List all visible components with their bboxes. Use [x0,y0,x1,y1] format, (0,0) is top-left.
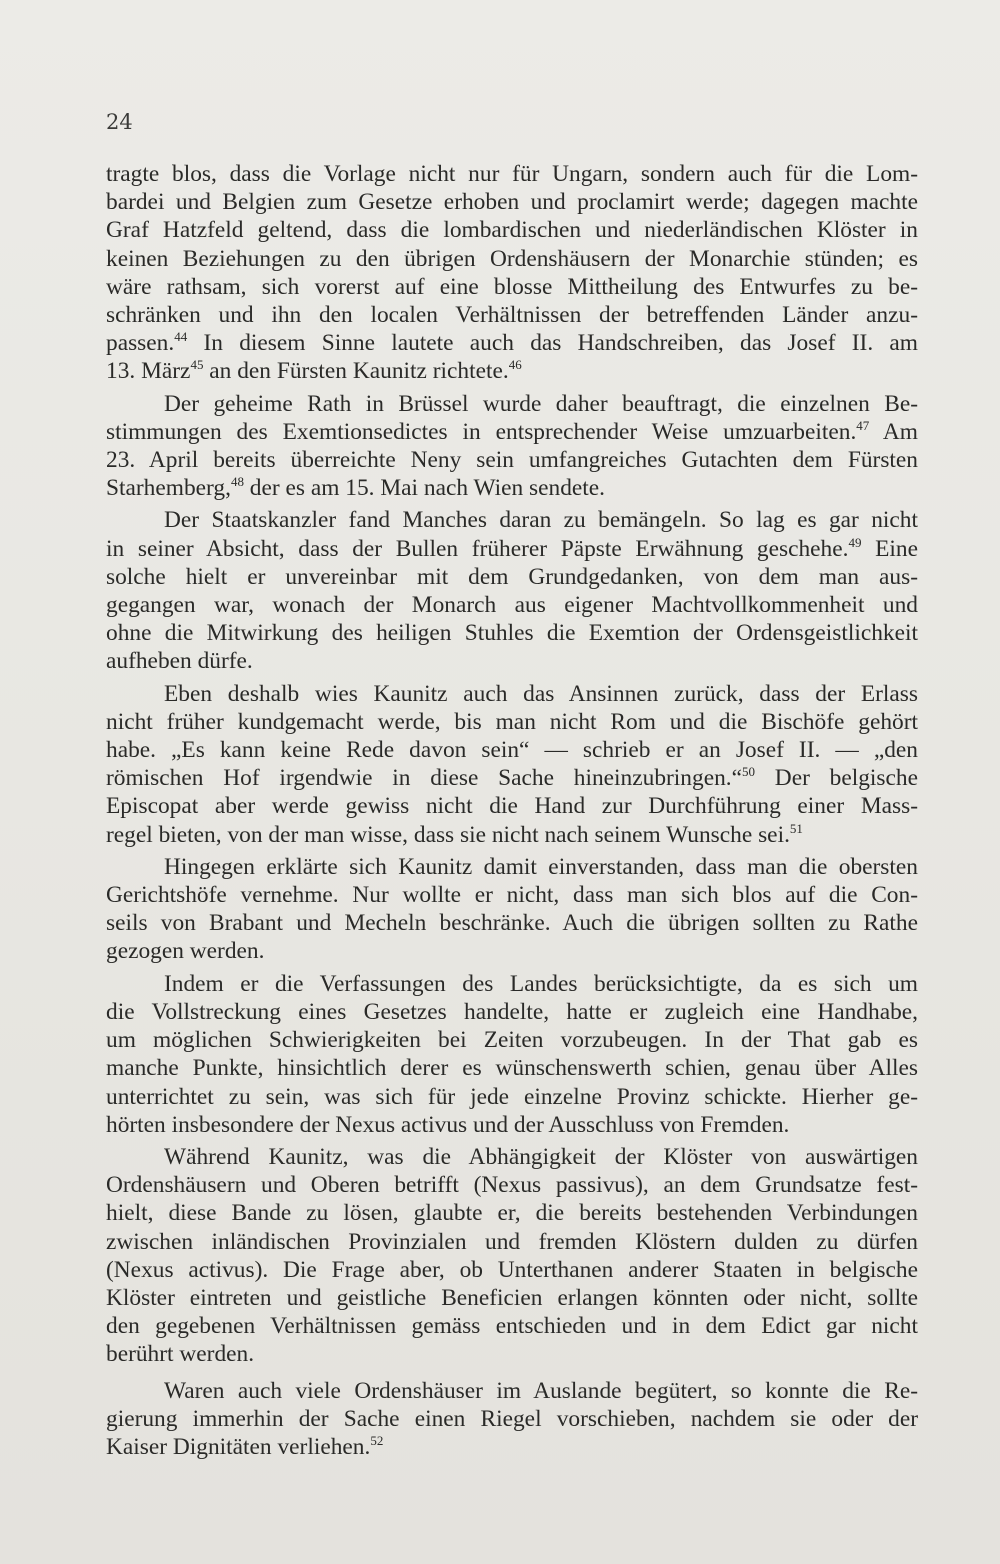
line-text: Hingegen erklärte sich Kaunitz damit einverstanden, dass man die obersten [164,853,918,880]
line-text: um möglichen Schwierigkeiten bei Zeiten vorzubeugen. In der That gab es [106,1027,918,1054]
line-text: bardei und Belgien zum Gesetze erhoben und proclamirt werde; dagegen machte [106,189,918,216]
line-text: gezogen werden. [106,938,265,965]
text-line [106,563,918,591]
text-line [106,1433,918,1461]
line-text: hielt, diese Bande zu lösen, glaubte er, die bereits bestehenden Verbindungen [106,1200,918,1227]
line-text: manche Punkte, hinsichtlich derer es wünschenswerth schien, genau über Alles [106,1055,918,1082]
paragraph [106,970,918,1139]
paragraph [106,390,918,503]
text-line [106,1284,918,1312]
text-line [106,1312,918,1340]
line-text: Klöster eintreten und geistliche Beneficien erlangen könnten oder nicht, sollte [106,1284,918,1311]
paragraph [106,506,918,675]
line-text: (Nexus activus). Die Frage aber, ob Unterthanen anderer Staaten in belgische [106,1256,918,1283]
line-text: gierung immerhin der Sache einen Riegel vorschieben, nachdem sie oder der [106,1405,918,1432]
line-text: Kaiser Dignitäten verliehen. [106,1433,371,1460]
text-line [106,1026,918,1054]
text-line [106,357,918,385]
text-line [106,792,918,820]
line-text: schränken und ihn den localen Verhältnissen der betreffenden Länder anzu- [106,302,918,329]
text-line [106,821,918,849]
line-text: 23. April bereits überreichte Neny sein umfangreiches Gutachten dem Fürsten [106,447,918,474]
line-text: ohne die Mitwirkung des heiligen Stuhles die Exemtion der Ordensgeistlichkeit [106,620,918,647]
line-text: Der geheime Rath in Brüssel wurde daher beauftragt, die einzelnen Be- [164,390,918,417]
paragraph [106,1143,918,1369]
line-text: wäre rathsam, sich vorerst auf eine blosse Mittheilung des Entwurfes zu be- [106,273,918,300]
text-line [106,273,918,301]
body-text [106,160,918,1461]
line-text: den gegebenen Verhältnissen gemäss entschieden und in dem Edict gar nicht [106,1313,918,1340]
text-line [106,1340,918,1368]
paragraph [106,1377,918,1462]
footnote-marker: 52 [370,1432,384,1448]
paragraph [106,160,918,386]
line-text: hörten insbesondere der Nexus activus und der Ausschluss von Fremden. [106,1111,790,1138]
text-line [106,998,918,1026]
text-line [106,1377,918,1405]
text-line [106,1228,918,1256]
text-line [106,970,918,998]
text-line [106,446,918,474]
line-text: solche hielt er unvereinbar mit dem Grundgedanken, von dem man aus- [106,563,918,590]
line-text: römischen Hof irgendwie in diese Sache hineinzubringen.“ [106,765,743,792]
line-text: Gerichtshöfe vernehme. Nur wollte er nicht, dass man sich blos auf die Con- [106,882,918,909]
line-text: Ordenshäusern und Oberen betrifft (Nexus passivus), an dem Grundsatze fest- [106,1172,918,1199]
footnote-marker: 47 [856,417,870,433]
text-line [106,245,918,273]
line-text: passen. [106,330,175,357]
text-line [106,160,918,188]
line-text: in seiner Absicht, dass der Bullen früherer Päpste Erwähnung geschehe. [106,535,849,562]
text-line [106,390,918,418]
line-text: aufheben dürfe. [106,648,253,675]
text-line [106,619,918,647]
paragraph [106,680,918,849]
line-text: berührt werden. [106,1341,255,1368]
text-line [106,188,918,216]
text-line [106,708,918,736]
page-number: 24 [106,110,133,134]
text-line [106,301,918,329]
line-text: Graf Hatzfeld geltend, dass die lombardischen und niederländischen Klöster in [106,217,918,244]
footnote-marker: 45 [190,357,204,373]
line-text: Starhemberg, [106,475,231,502]
text-line [106,1199,918,1227]
text-line [106,535,918,563]
line-text: zwischen inländischen Provinzialen und fremden Klöstern dulden zu dürfen [106,1228,918,1255]
line-text: nicht früher kundgemacht werde, bis man nicht Rom und die Bischöfe gehört [106,708,918,735]
text-line [106,1256,918,1284]
text-line [106,216,918,244]
text-line [106,853,918,881]
text-line [106,1143,918,1171]
line-text-continued: Am [869,418,918,445]
line-text-continued: der es am 15. Mai nach Wien sendete. [243,475,605,502]
line-text: seils von Brabant und Mecheln beschränke. Auch die übrigen sollten zu Rathe [106,910,918,937]
line-text-continued: In diesem Sinne lautete auch das Handschreiben, das Josef II. am [187,330,918,357]
text-line [106,1405,918,1433]
line-text: habe. „Es kann keine Rede davon sein“ — schrieb er an Josef II. — „den [106,737,918,764]
paragraph [106,853,918,966]
text-line [106,506,918,534]
footnote-marker: 44 [174,329,188,345]
line-text: Während Kaunitz, was die Abhängigkeit der Klöster von auswärtigen [164,1143,918,1170]
text-line [106,937,918,965]
line-text: die Vollstreckung eines Gesetzes handelte, hatte er zugleich eine Handhabe, [106,998,918,1025]
line-text-continued: an den Fürsten Kaunitz richtete. [203,358,509,385]
line-text: 13. März [106,358,191,385]
line-text: Indem er die Verfassungen des Landes berücksichtigte, da es sich um [164,970,918,997]
text-line [106,764,918,792]
footnote-marker: 48 [230,474,244,490]
line-text: Der Staatskanzler fand Manches daran zu bemängeln. So lag es gar nicht [164,507,918,534]
text-line [106,881,918,909]
text-line [106,418,918,446]
line-text: Episcopat aber werde gewiss nicht die Hand zur Durchführung einer Mass- [106,793,918,820]
text-line [106,680,918,708]
text-line [106,736,918,764]
line-text: tragte blos, dass die Vorlage nicht nur für Ungarn, sondern auch für die Lom- [106,161,918,187]
text-line [106,1111,918,1139]
line-text-continued: Eine [861,535,918,562]
line-text: keinen Beziehungen zu den übrigen Ordenshäusern der Monarchie stünden; es [106,245,918,272]
text-line [106,1083,918,1111]
line-text: Waren auch viele Ordenshäuser im Auslande begütert, so konnte die Re- [164,1377,918,1404]
text-line [106,329,918,357]
line-text: unterrichtet zu sein, was sich für jede einzelne Provinz schickte. Hierher ge- [106,1083,918,1110]
text-line [106,647,918,675]
text-line [106,591,918,619]
line-text: gegangen war, wonach der Monarch aus eigener Machtvollkommenheit und [106,592,918,619]
line-text: regel bieten, von der man wisse, dass sie nicht nach seinem Wunsche sei. [106,821,790,848]
text-line [106,1171,918,1199]
footnote-marker: 51 [789,820,803,836]
footnote-marker: 46 [508,357,522,373]
footnote-marker: 50 [742,764,756,780]
text-line [106,909,918,937]
line-text: stimmungen des Exemtionsedictes in entsprechender Weise umzuarbeiten. [106,418,857,445]
text-line [106,1054,918,1082]
text-line [106,474,918,502]
footnote-marker: 49 [848,534,862,550]
line-text: Eben deshalb wies Kaunitz auch das Ansinnen zurück, dass der Erlass [164,680,918,707]
line-text-continued: Der belgische [755,765,918,792]
